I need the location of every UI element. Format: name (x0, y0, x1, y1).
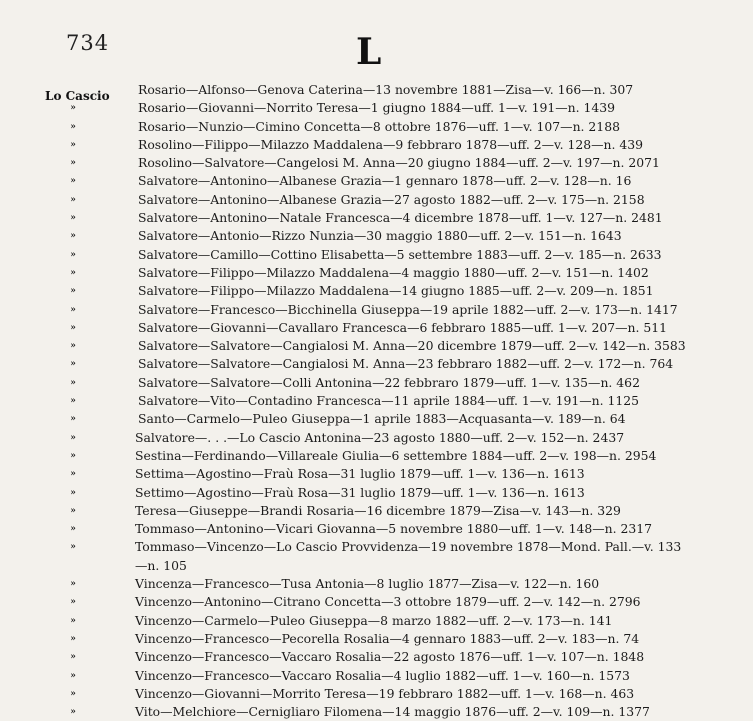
entry-text: Rosario—Giovanni—Norrito Teresa—1 giugno 1884—uff. 1—v. 191—n. 1439 (138, 100, 616, 116)
entry-text: Rosario—Alfonso—Genova Caterina—13 novembre 1881—Zisa—v. 166—n. 307 (138, 82, 634, 97)
list-item (0, 520, 753, 538)
list-item (0, 685, 753, 703)
ditto-mark: » (70, 249, 76, 260)
ditto-mark: » (70, 377, 76, 388)
ditto-mark: » (70, 469, 76, 480)
ditto-mark: » (70, 341, 76, 352)
list-item (0, 465, 753, 483)
entry-text: Sestina—Ferdinando—Villareale Giulia—6 settembre 1884—uff. 2—v. 198—n. 2954 (135, 447, 657, 463)
list-item (0, 246, 753, 264)
entry-text: Salvatore—Salvatore—Cangialosi M. Anna—20 dicembre 1879—uff. 2—v. 142—n. 3583 (138, 338, 686, 354)
entry-text: Tommaso—Antonino—Vicari Giovanna—5 novembre 1880—uff. 1—v. 148—n. 2317 (135, 521, 653, 537)
surname-heading: Lo Cascio (45, 89, 110, 103)
entry-text: Vincenzo—Antonino—Citrano Concetta—3 ottobre 1879—uff. 2—v. 142—n. 2796 (135, 594, 641, 610)
list-item (0, 648, 753, 666)
entry-text: Vincenzo—Francesco—Pecorella Rosalia—4 gennaro 1883—uff. 2—v. 183—n. 74 (135, 630, 640, 646)
list-item (0, 538, 753, 575)
ditto-mark: » (70, 579, 76, 590)
list-item (0, 227, 753, 245)
ditto-mark: » (70, 213, 76, 224)
entry-text: Vincenza—Francesco—Tusa Antonia—8 luglio 1877—Zisa—v. 122—n. 160 (135, 576, 600, 592)
ditto-mark: » (70, 286, 76, 297)
entry-text: Vincenzo—Carmelo—Puleo Giuseppa—8 marzo 1882—uff. 2—v. 173—n. 141 (135, 612, 613, 628)
list-item (0, 209, 753, 227)
ditto-mark: » (70, 432, 76, 443)
ditto-mark: » (70, 396, 76, 407)
list-item (0, 612, 753, 630)
ditto-mark: » (70, 487, 76, 498)
list-item (0, 319, 753, 337)
entry-text: Teresa—Giuseppe—Brandi Rosaria—16 dicembre 1879—Zisa—v. 143—n. 329 (135, 502, 621, 518)
list-item (0, 703, 753, 721)
ditto-mark: » (70, 633, 76, 644)
list-item (0, 81, 753, 99)
list-item (0, 502, 753, 520)
ditto-mark: » (70, 707, 76, 718)
list-item (0, 392, 753, 410)
list-item (0, 355, 753, 373)
ditto-mark: » (70, 304, 76, 315)
ditto-mark: » (70, 688, 76, 699)
ditto-mark: » (70, 103, 76, 114)
ditto-mark: » (70, 139, 76, 150)
list-item (0, 630, 753, 648)
entry-text: Vincenzo—Francesco—Vaccaro Rosalia—22 agosto 1876—uff. 1—v. 107—n. 1848 (135, 649, 645, 665)
entry-text: Tommaso—Vincenzo—Lo Cascio Provvidenza—19 novembre 1878—Mond. Pall.—v. 133—n. 105 (135, 539, 682, 573)
entry-text: Vincenzo—Giovanni—Morrito Teresa—19 febbraro 1882—uff. 1—v. 168—n. 463 (135, 685, 635, 701)
list-item (0, 429, 753, 447)
page-number: 734 (66, 31, 110, 55)
ditto-mark: » (70, 414, 76, 425)
ditto-mark: » (70, 176, 76, 187)
entry-text: Salvatore—Antonino—Albanese Grazia—27 agosto 1882—uff. 2—v. 175—n. 2158 (138, 191, 645, 207)
ditto-mark: » (70, 158, 76, 169)
ditto-mark: » (70, 652, 76, 663)
ditto-mark: » (70, 231, 76, 242)
list-item (0, 172, 753, 190)
list-item (0, 337, 753, 355)
entry-text: Settimo—Agostino—Fraù Rosa—31 luglio 1879—uff. 1—v. 136—n. 1613 (135, 484, 585, 500)
entry-text: Salvatore—Salvatore—Cangialosi M. Anna—23 febbraro 1882—uff. 2—v. 172—n. 764 (138, 356, 674, 372)
list-item (0, 301, 753, 319)
ditto-mark: » (70, 359, 76, 370)
list-item (0, 191, 753, 209)
list-item (0, 667, 753, 685)
entry-text: Vito—Melchiore—Cernigliaro Filomena—14 maggio 1876—uff. 2—v. 109—n. 1377 (135, 704, 650, 720)
ditto-mark: » (70, 322, 76, 333)
entry-text: Salvatore—Camillo—Cottino Elisabetta—5 settembre 1883—uff. 2—v. 185—n. 2633 (138, 246, 662, 262)
ditto-mark: » (70, 267, 76, 278)
entry-text: Salvatore—Antonino—Natale Francesca—4 dicembre 1878—uff. 1—v. 127—n. 2481 (138, 210, 663, 226)
list-item (0, 99, 753, 117)
entry-list (0, 81, 753, 721)
entry-text: Salvatore—Antonino—Albanese Grazia—1 gennaro 1878—uff. 2—v. 128—n. 16 (138, 173, 632, 189)
ditto-mark: » (70, 615, 76, 626)
entry-text: Rosolino—Filippo—Milazzo Maddalena—9 febbraro 1878—uff. 2—v. 128—n. 439 (138, 136, 644, 152)
list-item (0, 136, 753, 154)
list-item (0, 593, 753, 611)
entry-text: Rosario—Nunzio—Cimino Concetta—8 ottobre 1876—uff. 1—v. 107—n. 2188 (138, 118, 620, 134)
list-item (0, 484, 753, 502)
ditto-mark: » (70, 597, 76, 608)
list-item (0, 575, 753, 593)
ditto-mark: » (70, 194, 76, 205)
list-item (0, 154, 753, 172)
ditto-mark: » (70, 542, 76, 553)
entry-text: Salvatore—Salvatore—Colli Antonina—22 febbraro 1879—uff. 1—v. 135—n. 462 (138, 374, 640, 390)
entry-text: Rosolino—Salvatore—Cangelosi M. Anna—20 giugno 1884—uff. 2—v. 197—n. 2071 (138, 155, 660, 171)
entry-text: Salvatore—Vito—Contadino Francesca—11 aprile 1884—uff. 1—v. 191—n. 1125 (138, 393, 640, 409)
list-item (0, 447, 753, 465)
entry-text: Santo—Carmelo—Puleo Giuseppa—1 aprile 1883—Acquasanta—v. 189—n. 64 (138, 411, 626, 427)
entry-text: Salvatore—. . .—Lo Cascio Antonina—23 agosto 1880—uff. 2—v. 152—n. 2437 (135, 429, 625, 445)
list-item (0, 264, 753, 282)
entry-text: Salvatore—Antonio—Rizzo Nunzia—30 maggio 1880—uff. 2—v. 151—n. 1643 (138, 228, 622, 244)
entry-text: Salvatore—Filippo—Milazzo Maddalena—14 giugno 1885—uff. 2—v. 209—n. 1851 (138, 283, 654, 299)
list-item (0, 374, 753, 392)
entry-text: Salvatore—Giovanni—Cavallaro Francesca—6 febbraro 1885—uff. 1—v. 207—n. 511 (138, 319, 668, 335)
list-item (0, 118, 753, 136)
ditto-mark: » (70, 505, 76, 516)
entry-text: Salvatore—Francesco—Bicchinella Giuseppa—19 aprile 1882—uff. 2—v. 173—n. 1417 (138, 301, 678, 317)
section-letter: L (356, 31, 382, 73)
entry-text: Settima—Agostino—Fraù Rosa—31 luglio 1879—uff. 1—v. 136—n. 1613 (135, 466, 585, 482)
entry-text: Vincenzo—Francesco—Vaccaro Rosalia—4 luglio 1882—uff. 1—v. 160—n. 1573 (135, 667, 630, 683)
list-item (0, 282, 753, 300)
ditto-mark: » (70, 670, 76, 681)
entry-text: Salvatore—Filippo—Milazzo Maddalena—4 maggio 1880—uff. 2—v. 151—n. 1402 (138, 264, 649, 280)
ditto-mark: » (70, 524, 76, 535)
ditto-mark: » (70, 121, 76, 132)
list-item (0, 410, 753, 428)
ditto-mark: » (70, 450, 76, 461)
